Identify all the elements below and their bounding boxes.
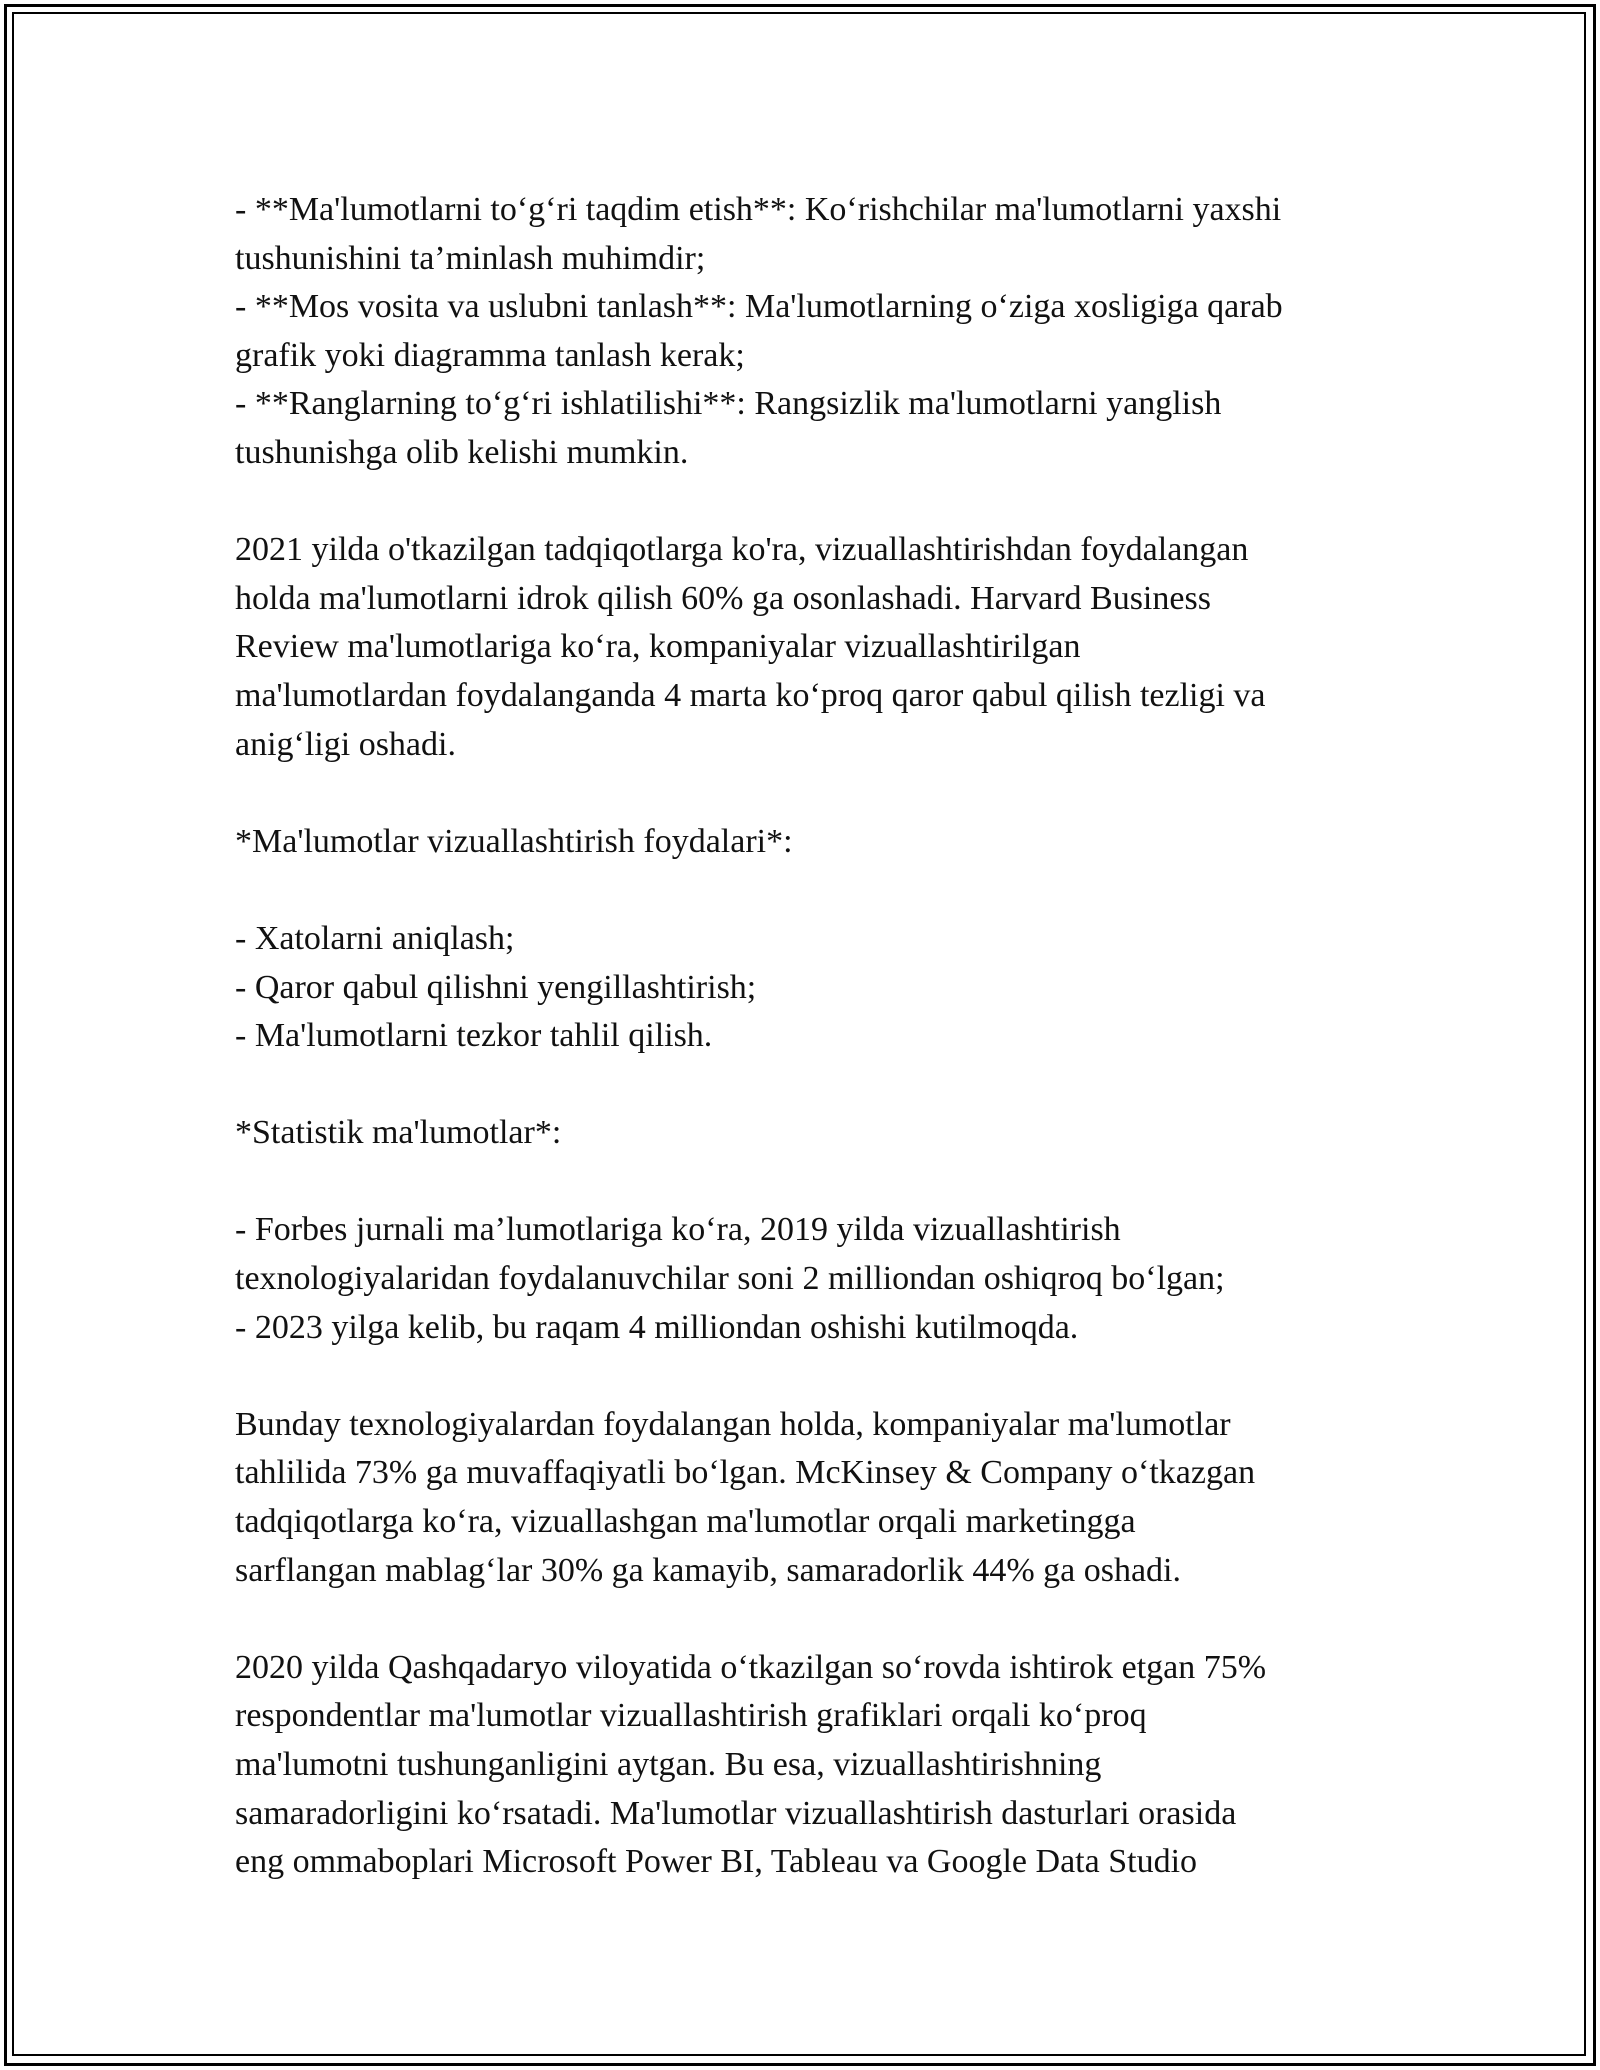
text-line: tahlilida 73% ga muvaffaqiyatli bo‘lgan. McKinsey & Company o‘tkazgan bbox=[235, 1454, 1256, 1492]
paragraph-gap bbox=[235, 866, 1385, 915]
text-line: respondentlar ma'lumotlar vizuallashtirish grafiklari orqali ko‘proq bbox=[235, 1697, 1147, 1735]
paragraph-survey-2020 bbox=[235, 1644, 1385, 1887]
text-line: tushunishga olib kelishi mumkin. bbox=[235, 433, 689, 471]
text-line: - **Ma'lumotlarni to‘g‘ri taqdim etish**: Ko‘rishchilar ma'lumotlarni yaxshi bbox=[235, 191, 1282, 228]
text-line: anig‘ligi oshadi. bbox=[235, 725, 456, 763]
text-line: samaradorligini ko‘rsatadi. Ma'lumotlar vizuallashtirish dasturlari orasida bbox=[235, 1794, 1237, 1832]
paragraph-gap bbox=[235, 1061, 1385, 1110]
paragraph-gap bbox=[235, 769, 1385, 818]
text-line: sarflangan mablag‘lar 30% ga kamayib, samaradorlik 44% ga oshadi. bbox=[235, 1551, 1182, 1589]
text-line: texnologiyalaridan foydalanuvchilar soni 2 milliondan oshiqroq bo‘lgan; bbox=[235, 1260, 1225, 1298]
paragraph-gap bbox=[235, 1595, 1385, 1644]
text-line: 2021 yilda o'tkazilgan tadqiqotlarga ko'ra, vizuallashtirishdan foydalangan bbox=[235, 531, 1249, 569]
paragraph-gap bbox=[235, 1158, 1385, 1207]
text-line: tadqiqotlarga ko‘ra, vizuallashgan ma'lumotlar orqali marketingga bbox=[235, 1503, 1136, 1541]
section-heading-statistics: *Statistik ma'lumotlar*: bbox=[235, 1114, 562, 1152]
list-item: - Ma'lumotlarni tezkor tahlil qilish. bbox=[235, 1017, 713, 1055]
text-line: ma'lumotlardan foydalanganda 4 marta ko‘proq qaror qabul qilish tezligi va bbox=[235, 676, 1266, 714]
text-line: Review ma'lumotlariga ko‘ra, kompaniyalar vizuallashtirilgan bbox=[235, 628, 1081, 666]
benefits-list bbox=[235, 915, 1385, 1061]
document-body bbox=[235, 186, 1385, 1887]
list-item: - Qaror qabul qilishni yengillashtirish; bbox=[235, 968, 757, 1006]
text-line: ma'lumotni tushunganligini aytgan. Bu esa, vizuallashtirishning bbox=[235, 1746, 1102, 1783]
paragraph-gap bbox=[235, 1352, 1385, 1401]
text-line: holda ma'lumotlarni idrok qilish 60% ga osonlashadi. Harvard Business bbox=[235, 579, 1211, 617]
list-item: - Xatolarni aniqlash; bbox=[235, 919, 515, 957]
text-line: Bunday texnologiyalardan foydalangan holda, kompaniyalar ma'lumotlar bbox=[235, 1405, 1231, 1443]
text-line: grafik yoki diagramma tanlash kerak; bbox=[235, 336, 745, 374]
text-line: eng ommaboplari Microsoft Power BI, Tableau va Google Data Studio bbox=[235, 1843, 1198, 1881]
guidelines-list bbox=[235, 186, 1385, 478]
paragraph-research-2021 bbox=[235, 526, 1385, 769]
text-line: - **Mos vosita va uslubni tanlash**: Ma'lumotlarning o‘ziga xosligiga qarab bbox=[235, 288, 1283, 326]
paragraph-gap bbox=[235, 478, 1385, 527]
text-line: 2020 yilda Qashqadaryo viloyatida o‘tkazilgan so‘rovda ishtirok etgan 75% bbox=[235, 1648, 1267, 1686]
list-item: - Forbes jurnali ma’lumotlariga ko‘ra, 2019 yilda vizuallashtirish bbox=[235, 1211, 1121, 1249]
text-line: - **Ranglarning to‘g‘ri ishlatilishi**: Rangsizlik ma'lumotlarni yanglish bbox=[235, 385, 1222, 423]
paragraph-companies bbox=[235, 1401, 1385, 1595]
text-line: tushunishini ta’minlash muhimdir; bbox=[235, 239, 706, 277]
list-item: - 2023 yilga kelib, bu raqam 4 milliondan oshishi kutilmoqda. bbox=[235, 1308, 1079, 1346]
statistics-list bbox=[235, 1206, 1385, 1352]
section-heading-benefits: *Ma'lumotlar vizuallashtirish foydalari*: bbox=[235, 822, 793, 860]
